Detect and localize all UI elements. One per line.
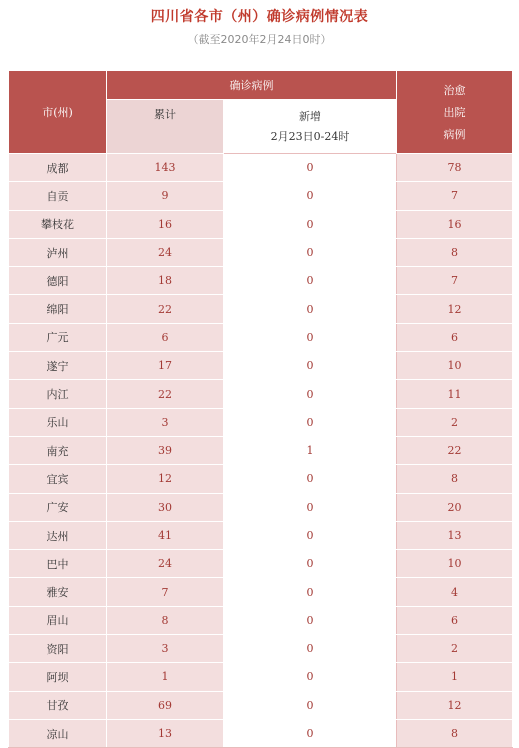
city-cell: 广元 [9,323,107,351]
header-cured-line2: 出院 [443,106,466,119]
cured-cell: 78 [397,154,513,182]
table-row [9,465,513,493]
city-cell: 广安 [9,493,107,521]
cured-cell: 6 [397,606,513,634]
table-row [9,436,513,464]
total-cell: 8 [107,606,224,634]
page-title: 四川省各市（州）确诊病例情况表 [150,9,369,25]
city-cell: 资阳 [9,635,107,663]
new-cell: 0 [224,465,397,493]
cured-cell: 8 [397,465,513,493]
header-new-label: 新增 [299,109,321,123]
total-cell: 9 [107,182,224,210]
cured-cell: 11 [397,380,513,408]
table-row [9,210,513,238]
city-cell: 遂宁 [9,352,107,380]
cured-cell: 2 [397,635,513,663]
cured-cell: 10 [397,352,513,380]
city-cell: 达州 [9,521,107,549]
cured-cell: 10 [397,550,513,578]
header-new-period: 2月23日0-24时 [270,129,350,143]
city-cell: 德阳 [9,267,107,295]
new-cell: 0 [224,606,397,634]
total-cell: 12 [107,465,224,493]
table-row [9,493,513,521]
table-row [9,380,513,408]
city-cell: 泸州 [9,238,107,266]
cured-cell: 20 [397,493,513,521]
new-cell: 0 [224,521,397,549]
cured-cell: 6 [397,323,513,351]
new-cell: 0 [224,323,397,351]
table-row [9,521,513,549]
new-cell: 0 [224,408,397,436]
header-confirmed-group: 确诊病例 [107,71,397,100]
total-cell: 39 [107,436,224,464]
total-cell: 7 [107,578,224,606]
city-cell: 凉山 [9,719,107,747]
cured-cell: 7 [397,267,513,295]
city-cell: 攀枝花 [9,210,107,238]
total-cell: 30 [107,493,224,521]
new-cell: 0 [224,295,397,323]
cured-cell: 1 [397,663,513,691]
table-row [9,606,513,634]
header-cured-line1: 治愈 [443,84,466,97]
table-row [9,578,513,606]
table-row [9,691,513,719]
cured-cell: 8 [397,719,513,747]
cured-cell: 13 [397,521,513,549]
total-cell: 13 [107,719,224,747]
table-row [9,550,513,578]
table-row [9,267,513,295]
new-cell: 0 [224,210,397,238]
table-row [9,352,513,380]
total-cell: 143 [107,154,224,182]
total-cell: 22 [107,295,224,323]
city-cell: 眉山 [9,606,107,634]
new-cell: 0 [224,380,397,408]
cured-cell: 4 [397,578,513,606]
cured-cell: 22 [397,436,513,464]
total-cell: 41 [107,521,224,549]
new-cell: 0 [224,493,397,521]
cured-cell: 2 [397,408,513,436]
cases-table [8,70,513,748]
header-city: 市(州) [9,71,107,154]
city-cell: 雅安 [9,578,107,606]
city-cell: 自贡 [9,182,107,210]
cured-cell: 16 [397,210,513,238]
new-cell: 1 [224,436,397,464]
total-cell: 6 [107,323,224,351]
new-cell: 0 [224,182,397,210]
header-new [224,100,397,154]
new-cell: 0 [224,719,397,747]
table-row [9,295,513,323]
total-cell: 24 [107,550,224,578]
total-cell: 22 [107,380,224,408]
table-row [9,408,513,436]
new-cell: 0 [224,238,397,266]
total-cell: 18 [107,267,224,295]
cured-cell: 7 [397,182,513,210]
table-body [9,154,513,748]
new-cell: 0 [224,663,397,691]
total-cell: 3 [107,635,224,663]
header-cured-line3: 病例 [443,128,466,141]
city-cell: 甘孜 [9,691,107,719]
city-cell: 成都 [9,154,107,182]
table-row [9,154,513,182]
table-row [9,323,513,351]
total-cell: 17 [107,352,224,380]
total-cell: 3 [107,408,224,436]
cured-cell: 12 [397,295,513,323]
city-cell: 巴中 [9,550,107,578]
city-cell: 宜宾 [9,465,107,493]
new-cell: 0 [224,635,397,663]
table-row [9,635,513,663]
total-cell: 24 [107,238,224,266]
header-total: 累计 [107,100,224,154]
table-row [9,238,513,266]
new-cell: 0 [224,352,397,380]
city-cell: 绵阳 [9,295,107,323]
total-cell: 16 [107,210,224,238]
new-cell: 0 [224,154,397,182]
header-cured [397,71,513,154]
new-cell: 0 [224,691,397,719]
cured-cell: 8 [397,238,513,266]
city-cell: 南充 [9,436,107,464]
cured-cell: 12 [397,691,513,719]
city-cell: 内江 [9,380,107,408]
page-subtitle: （截至2020年2月24日0时） [187,33,332,46]
new-cell: 0 [224,550,397,578]
city-cell: 阿坝 [9,663,107,691]
table-row [9,182,513,210]
new-cell: 0 [224,267,397,295]
table-header [9,71,513,154]
total-cell: 69 [107,691,224,719]
city-cell: 乐山 [9,408,107,436]
table-row [9,663,513,691]
new-cell: 0 [224,578,397,606]
table-row [9,719,513,747]
total-cell: 1 [107,663,224,691]
